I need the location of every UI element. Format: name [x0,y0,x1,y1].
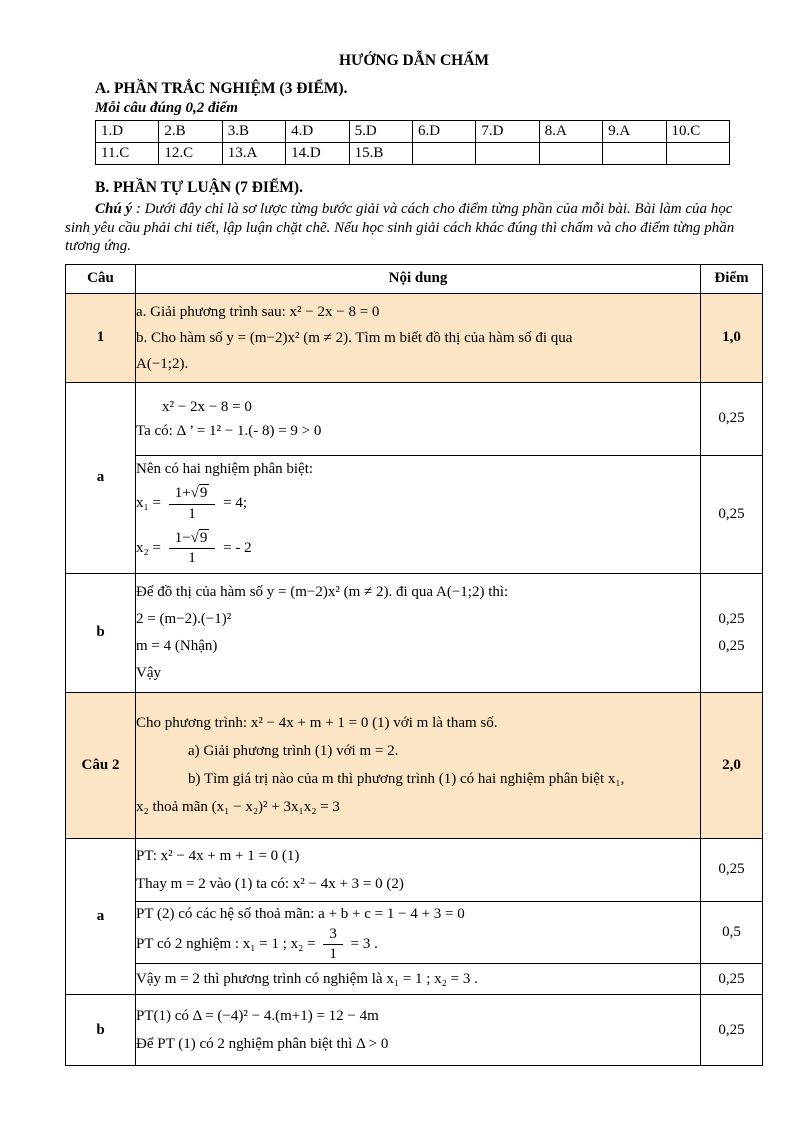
content-line: m = 4 (Nhận) [136,637,218,654]
scoring-table-header-row [66,264,763,293]
content-line: Cho phương trình: x² − 4x + m + 1 = 0 (1) với m là tham số. [136,715,498,732]
roots-prefix: PT có 2 nghiệm : x₁ = 1 ; x₂ = [136,935,320,952]
question-1-label: 1 [66,293,136,382]
grading-note [65,200,759,256]
q2a-step2-content [136,901,701,964]
section-a-heading: A. PHẦN TRẮC NGHIỆM (3 ĐIỂM). [95,80,348,97]
q2a-step1-row [66,838,763,901]
q2a-label: a [66,838,136,995]
answer-cell: 1.D [96,121,159,143]
fraction-denominator: 1 [329,946,337,963]
q1a-label: a [66,382,136,573]
answer-cell: 9.A [603,121,666,143]
content-line: Để PT (1) có 2 nghiệm phân biệt thì Δ > 0 [136,1036,389,1053]
point-cell: 0,25 [701,455,763,573]
content-line: Vậy m = 2 thì phương trình có nghiệm là x₁ = 1 ; x₂ = 3 . [136,970,478,987]
fraction-denominator: 1 [188,550,196,567]
answer-cell: 15.B [349,143,412,165]
fraction-numerator: 1+√9 [169,485,216,504]
q1a-step2-content [136,455,701,573]
q1a-step2-row [66,455,763,573]
section-b-heading: B. PHẦN TỰ LUẬN (7 ĐIỂM). [95,179,303,196]
sqrt-radicand: 9 [199,485,208,502]
content-line: a) Giải phương trình (1) với m = 2. [188,743,399,760]
q2b-row [66,995,763,1066]
root-2-result: = - 2 [219,539,252,556]
answer-cell: 7.D [476,121,539,143]
sqrt-icon: √ [190,529,199,546]
point-value: 0,25 [718,637,745,654]
root-2-prefix: x₂ = [136,539,165,556]
q2a-step1-content [136,838,701,901]
content-line: Vậy [136,664,161,681]
grading-note-label: Chú ý [95,201,133,217]
q2a-step3-row [66,964,763,995]
content-line: Nên có hai nghiệm phân biệt: [136,461,314,478]
question-2-label: Câu 2 [66,692,136,838]
point-cell: 0,25 [701,838,763,901]
answer-key-table [95,120,730,165]
answer-cell: 8.A [539,121,602,143]
point-cell [701,573,763,692]
answer-cell: 14.D [286,143,349,165]
fraction-numerator: 1−√9 [169,530,216,549]
content-line: Thay m = 2 vào (1) ta có: x² − 4x + 3 = 0 (2) [136,875,404,892]
root-1-prefix: x₁ = [136,495,165,512]
point-cell: 2,0 [701,692,763,838]
content-line: a. Giải phương trình sau: x² − 2x − 8 = 0 [136,303,380,320]
fraction [169,530,216,568]
section-a-note: Mỗi câu đúng 0,2 điểm [95,100,238,116]
question-2-row [66,692,763,838]
q2b-content [136,995,701,1066]
q1b-content [136,573,701,692]
answer-cell: 5.D [349,121,412,143]
fraction-denominator: 1 [188,505,196,522]
answer-cell: 11.C [96,143,159,165]
fraction-numerator: 3 [323,926,343,945]
q1b-row [66,573,763,692]
point-cell: 0,25 [701,382,763,455]
answer-cell: 12.C [159,143,222,165]
point-cell: 0,5 [701,901,763,964]
content-line: Ta có: Δ ’ = 1² − 1.(- 8) = 9 > 0 [136,422,322,439]
answer-row [96,143,730,165]
answer-cell [603,143,666,165]
root-1-result: = 4; [219,495,248,512]
header-diem: Điểm [701,264,763,293]
content-line: x² − 2x − 8 = 0 [162,398,252,415]
answer-cell: 13.A [222,143,285,165]
content-line [136,926,700,964]
answer-cell: 6.D [412,121,475,143]
answer-cell [539,143,602,165]
content-line: PT(1) có Δ = (−4)² − 4.(m+1) = 12 − 4m [136,1008,379,1025]
q2a-step2-row [66,901,763,964]
header-noi-dung: Nội dung [136,264,701,293]
point-cell: 0,25 [701,964,763,995]
q1a-step1-row [66,382,763,455]
content-line: x₂ thoả mãn (x₁ − x₂)² + 3x₁x₂ = 3 [136,799,340,816]
answer-cell [666,143,729,165]
sqrt-radicand: 9 [199,529,208,546]
q2b-label: b [66,995,136,1066]
header-cau: Câu [66,264,136,293]
grading-note-text: : Dưới đây chỉ là sơ lược từng bước giải và cách cho điểm từng phần của mỗi bài. Bài làm của học sinh yêu cầu phải chi tiết, lập luận chặt chẽ. Nếu học sinh giải cách khác đúng thì chấm và cho điểm từng phần tương ứng. [65,201,735,255]
root-1-line [136,485,700,523]
answer-cell: 10.C [666,121,729,143]
sqrt-icon: √ [190,485,199,502]
content-line: PT (2) có các hệ số thoả mãn: a + b + c = 1 − 4 + 3 = 0 [136,905,465,922]
answer-cell [476,143,539,165]
point-cell: 0,25 [701,995,763,1066]
answer-cell: 4.D [286,121,349,143]
q1a-step1-content [136,382,701,455]
answer-cell [412,143,475,165]
question-1-content [136,293,701,382]
roots-result: = 3 . [346,935,378,952]
scoring-table [65,264,763,1067]
answer-row [96,121,730,143]
content-line: b. Cho hàm số y = (m−2)x² (m ≠ 2). Tìm m biết đồ thị của hàm số đi qua [136,329,573,346]
point-cell: 1,0 [701,293,763,382]
q1b-label: b [66,573,136,692]
content-line: 2 = (m−2).(−1)² [136,610,232,627]
content-line: Để đồ thị của hàm số y = (m−2)x² (m ≠ 2). đi qua A(−1;2) thì: [136,583,509,600]
point-value: 0,25 [718,610,745,627]
fraction [169,485,216,523]
page-title: HƯỚNG DẪN CHẤM [338,52,490,69]
content-line: b) Tìm giá trị nào của m thì phương trình (1) có hai nghiệm phân biệt x₁, [188,771,625,788]
q2a-step3-content [136,964,701,995]
content-line: A(−1;2). [136,355,189,372]
root-2-line [136,530,700,568]
question-1-row [66,293,763,382]
question-2-content [136,692,701,838]
fraction [323,926,343,964]
answer-cell: 2.B [159,121,222,143]
answer-cell: 3.B [222,121,285,143]
content-line: PT: x² − 4x + m + 1 = 0 (1) [136,847,300,864]
